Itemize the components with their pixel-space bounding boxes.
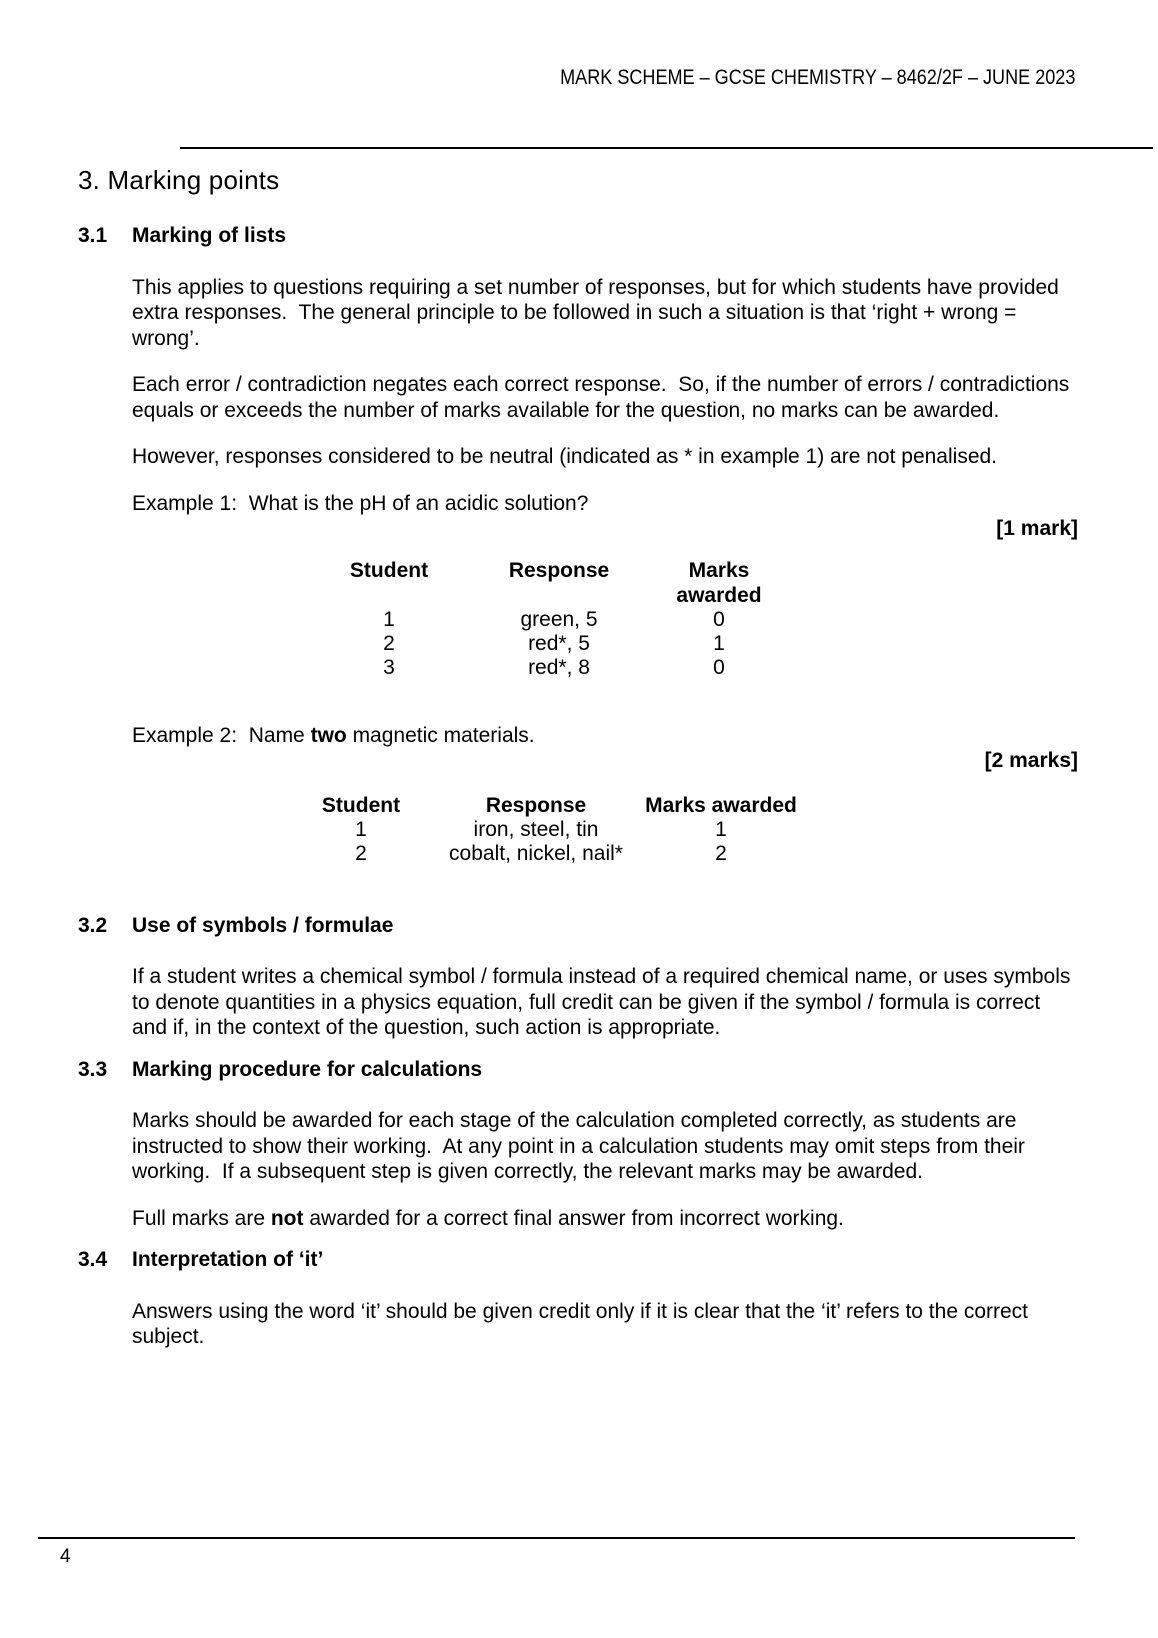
paragraph-interpretation-it: Answers using the word ‘it’ should be given credit only if it is clear that the ‘it’ refers to the correct subject. [132, 1299, 1034, 1348]
table-cell-student: 1 [383, 607, 395, 631]
col-header-response: Response [508, 558, 610, 582]
table-cell-student: 3 [383, 655, 395, 679]
example-2-bold-word: two [310, 723, 347, 747]
section-3-1-number: 3.1 [78, 224, 108, 247]
section-3-2 [78, 913, 1078, 1041]
table-cell-marks: 1 [715, 817, 727, 841]
section-3-2-number: 3.2 [78, 913, 108, 937]
table-cell-response: red*, 8 [528, 655, 590, 679]
table-cell-response: green, 5 [520, 607, 598, 631]
footer-rule [38, 1537, 1075, 1539]
table-cell-response: cobalt, nickel, nail* [449, 841, 623, 865]
table-cell-marks: 0 [713, 607, 725, 631]
section-3-1-heading [78, 223, 1078, 249]
full-marks-bold-word: not [270, 1206, 304, 1230]
table-cell-marks: 2 [715, 841, 727, 865]
table-cell-response: red*, 5 [528, 631, 590, 655]
header-rule [180, 147, 1153, 149]
table-row [319, 632, 779, 656]
section-3-4 [78, 1247, 1078, 1350]
example-2-marks-label: [2 marks] [984, 749, 1078, 772]
section-3-4-title: Interpretation of ‘it’ [132, 1248, 324, 1271]
section-3-1 [78, 223, 1078, 866]
example-1-question: Example 1: What is the pH of an acidic solution? [132, 491, 589, 515]
table-row [291, 818, 801, 842]
col-header-marks-awarded: Marks awarded [676, 558, 762, 607]
example-1-table-header-row [319, 558, 779, 608]
col-header-response: Response [485, 793, 587, 817]
table-row [319, 656, 779, 680]
section-3-3 [78, 1057, 1078, 1232]
table-cell-student: 2 [383, 631, 395, 655]
example-2-prefix: Example 2: Name [132, 723, 311, 747]
page-content [78, 165, 1078, 1350]
section-3-4-number: 3.4 [78, 1248, 108, 1271]
table-cell-student: 2 [355, 841, 367, 865]
full-marks-suffix: awarded for a correct final answer from incorrect working. [303, 1206, 844, 1230]
example-2-suffix: magnetic materials. [346, 723, 535, 747]
example-1-marks-label: [1 mark] [996, 517, 1078, 540]
full-marks-prefix: Full marks are [132, 1206, 271, 1230]
table-cell-response: iron, steel, tin [473, 817, 599, 841]
table-cell-student: 1 [355, 817, 367, 841]
example-2-table [291, 793, 801, 866]
paragraph-error-negation: Each error / contradiction negates each correct response. So, if the number of errors / contradictions equals or exceeds the number of marks available for the question, no marks can be awarded. [132, 373, 1076, 422]
table-row [319, 608, 779, 632]
running-header-text: MARK SCHEME – GCSE CHEMISTRY – 8462/2F – JUNE 2023 [559, 65, 1075, 89]
table-cell-marks: 1 [713, 631, 725, 655]
section-3-3-title: Marking procedure for calculations [132, 1057, 483, 1081]
running-header [560, 64, 1075, 90]
paragraph-neutral-responses: However, responses considered to be neutral (indicated as * in example 1) are not penalised. [132, 445, 998, 468]
example-2-table-header-row [291, 793, 801, 818]
paragraph-symbols-formulae: If a student writes a chemical symbol / formula instead of a required chemical name, or uses symbols to denote quantities in a physics equation, full credit can be given if the symbol / formula is correct and if, in the context of the question, such action is appropriate. [132, 965, 1077, 1039]
section-3-3-number: 3.3 [78, 1057, 108, 1081]
section-3-4-heading [78, 1247, 1078, 1273]
col-header-student: Student [349, 558, 429, 582]
col-header-student: Student [321, 793, 401, 817]
section-3-3-heading [78, 1057, 1078, 1083]
paragraph-calculation-marking: Marks should be awarded for each stage of the calculation completed correctly, as students are instructed to show their working. At any point in a calculation students may omit steps from their working. If a subsequent step is given correctly, the relevant marks may be awarded. [132, 1109, 1031, 1183]
table-cell-marks: 0 [713, 655, 725, 679]
example-2-question [132, 723, 1078, 749]
example-1-table [319, 558, 779, 680]
paragraph-lists-intro: This applies to questions requiring a set number of responses, but for which students have provided extra responses. The general principle to be followed in such a situation is that ‘right + wrong = wrong’. [132, 275, 1065, 350]
page-number: 4 [60, 1546, 71, 1567]
section-3-2-heading [78, 913, 1078, 939]
page-title: 3. Marking points [78, 165, 280, 195]
section-3-2-title: Use of symbols / formulae [132, 913, 394, 937]
paragraph-full-marks [132, 1206, 1078, 1232]
col-header-marks-awarded: Marks awarded [645, 793, 797, 817]
section-3-1-title: Marking of lists [132, 224, 287, 247]
table-row [291, 842, 801, 866]
